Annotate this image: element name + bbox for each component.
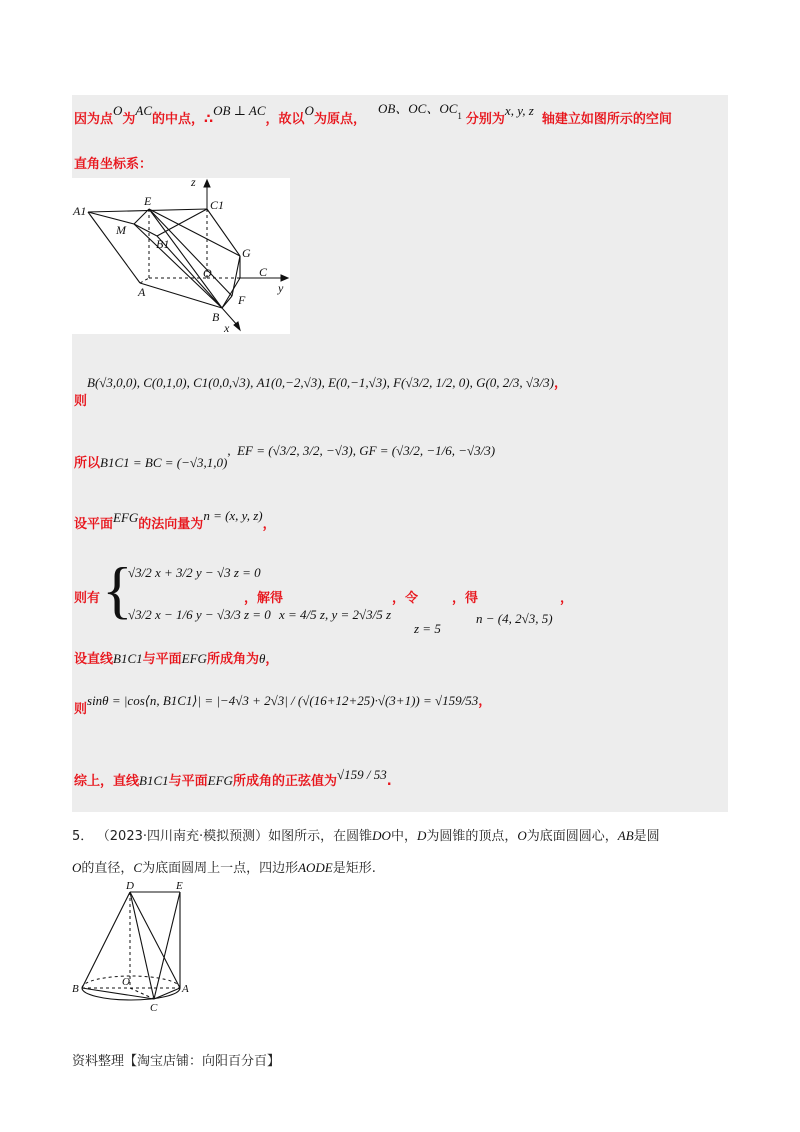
label-c1: C1 <box>210 198 225 212</box>
prism-diagram <box>72 178 290 334</box>
label-e2: E <box>176 880 183 892</box>
cone-left-edge <box>82 892 130 988</box>
edge-c1-g <box>207 209 240 256</box>
label-f: F <box>238 293 246 307</box>
edge-m-b1 <box>134 224 157 236</box>
edge-e-b <box>149 209 222 308</box>
label-m: M <box>116 223 126 237</box>
sine-line: 则sinθ = |cos⟨n, B1C1⟩| = |−4√3 + 2√3| / (√(16+12+25)·√(3+1)) = √159/53， <box>74 693 492 717</box>
cone-right-edge <box>130 892 180 988</box>
problem-5-line-1: 5． （2023·四川南充·模拟预测）如图所示，在圆锥DO中，D为圆锥的顶点，O为底面圆圆心，AB是圆 <box>72 828 660 844</box>
prism-figure <box>72 178 290 334</box>
edge-a1-a <box>88 212 140 283</box>
edge-e-f <box>149 209 232 296</box>
edge-c-a <box>154 988 180 999</box>
label-c2: C <box>150 1002 158 1014</box>
edge-g-f <box>232 256 240 296</box>
solution-line-1: 因为点O为AC的中点，∴OB ⊥ AC，故以O为原点，OB、OC、$OC_1$ 分别为x, y, z轴建立如图所示的空间 <box>74 101 672 127</box>
label-b2: B <box>72 983 79 995</box>
label-e: E <box>144 194 152 208</box>
label-a2: A <box>182 983 189 995</box>
conclusion-line: 综上，直线B1C1与平面EFG所成角的正弦值为√159 / 53. <box>74 767 392 789</box>
edge-f-b <box>222 296 232 308</box>
normal-vector-line: 设平面EFG的法向量为n = (x, y, z)， <box>74 508 276 532</box>
cone-figure <box>70 878 200 1016</box>
coordinates-line: 则B(√3,0,0), C(0,1,0), C1(0,0,√3), A1(0,−2,√3), E(0,−1,√3), F(√3/2, 1/2, 0), G(0, 2/3, √3/3)， <box>74 375 567 409</box>
edge-b1-c1 <box>157 209 207 236</box>
label-c: C <box>259 265 268 279</box>
system-line: 则有 { √3/2 x + 3/2 y − √3 z = 0 √3/2 x − 1/6 y − √3/3 z = 0 ，解得 x = 4/5 z, y = 2√3/5 z ，令 z = 5 ，得 n − (4, 2√3, 5) ， <box>74 554 574 636</box>
vectors-line: 所以B1C1 = BC = (−√3,1,0), EF = (√3/2, 3/2, −√3), GF = (√3/2, −1/6, −√3/3) <box>74 443 496 471</box>
angle-line: 设直线B1C1与平面EFG所成角为θ， <box>74 651 279 667</box>
label-z: z <box>191 178 196 189</box>
z-arrow <box>204 180 210 187</box>
edge-d-c <box>130 892 154 999</box>
label-b1: B1 <box>156 237 170 251</box>
label-b: B <box>212 310 220 324</box>
label-y: y <box>278 281 284 295</box>
solution-line-2: 直角坐标系： <box>74 157 153 172</box>
label-a: A <box>138 285 146 299</box>
system-brace: { <box>102 554 133 625</box>
cone-diagram <box>70 878 200 1016</box>
label-o: O <box>203 266 212 280</box>
problem-5-line-2: O的直径，C为底面圆周上一点，四边形AODE是矩形. <box>72 860 376 876</box>
footer-text: 资料整理【淘宝店铺：向阳百分百】 <box>72 1054 281 1069</box>
label-x: x <box>224 321 230 334</box>
dash-a-e <box>140 278 149 283</box>
base-back-arc <box>82 976 180 988</box>
label-a1: A1 <box>73 204 87 218</box>
label-g: G <box>242 246 251 260</box>
label-o2: O <box>122 976 130 988</box>
label-d: D <box>126 880 134 892</box>
